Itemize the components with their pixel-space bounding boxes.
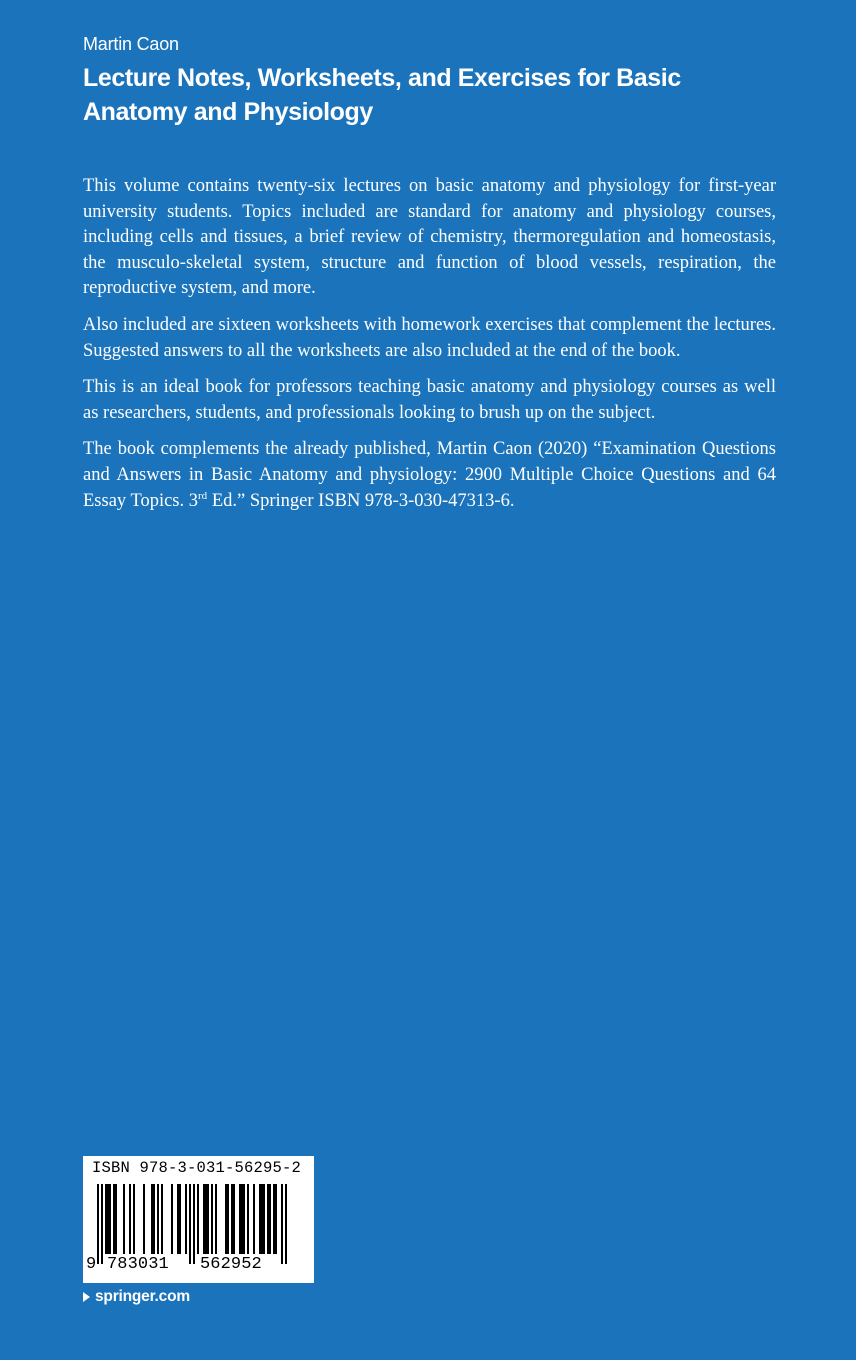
description-paragraph: This is an ideal book for professors teaching basic anatomy and physiology courses as well as researchers, students, and professionals looking to brush up on the subject. [83, 377, 776, 423]
barcode-bar [129, 1184, 131, 1254]
barcode-bar [151, 1184, 153, 1254]
barcode-bar [267, 1184, 269, 1254]
barcode-bar [107, 1184, 109, 1254]
barcode-bar [281, 1184, 283, 1264]
barcode-bar [153, 1184, 155, 1254]
barcode [97, 1184, 287, 1264]
description [83, 174, 776, 525]
barcode-bar [247, 1184, 249, 1254]
barcode-bar [143, 1184, 145, 1254]
barcode-bar [105, 1184, 107, 1254]
barcode-bar [275, 1184, 277, 1254]
author-name: Martin Caon [83, 34, 179, 54]
citation-text: The book complements the already published, Martin Caon (2020) “Examination Questions and Answers in Basic Anatomy and physiology: 2900 Multiple Choice Questions and 64 Essay Topics. 3 [83, 439, 776, 511]
description-paragraph [83, 437, 776, 514]
barcode-box [83, 1156, 314, 1283]
barcode-bar [161, 1184, 163, 1254]
publisher-link[interactable] [83, 1288, 190, 1306]
barcode-bar [133, 1184, 135, 1254]
barcode-bar [233, 1184, 235, 1254]
barcode-bar [123, 1184, 125, 1254]
barcode-bar [215, 1184, 217, 1254]
triangle-right-icon [83, 1292, 90, 1302]
barcode-bar [115, 1184, 117, 1254]
barcode-bar [189, 1184, 191, 1264]
description-paragraph: Also included are sixteen worksheets with homework exercises that complement the lectures. Suggested answers to all the worksheets are also included at the end of the book. [83, 314, 776, 361]
barcode-bar [177, 1184, 179, 1254]
barcode-bar [273, 1184, 275, 1254]
barcode-bar [241, 1184, 243, 1254]
barcode-digits-left: 783031 [107, 1255, 169, 1274]
barcode-bar [179, 1184, 181, 1254]
description-paragraph: This volume contains twenty-six lectures on basic anatomy and physiology for first-year university students. Topics included are standard for anatomy and physiology courses, including cells and tissues, a brief review of chemistry, thermoregulation and homeostasis, the musculo-skeletal system, structure and function of blood vessels, respiration, the reproductive system, and more. [83, 176, 776, 299]
barcode-bar [101, 1184, 103, 1264]
barcode-bar [203, 1184, 205, 1254]
citation-text-end: Ed.” Springer ISBN 978-3-030-47313-6. [207, 490, 515, 511]
barcode-bar [185, 1184, 187, 1254]
barcode-bar [97, 1184, 99, 1264]
barcode-bar [207, 1184, 209, 1254]
barcode-bar [285, 1184, 287, 1264]
barcode-bar [253, 1184, 255, 1254]
barcode-bar [239, 1184, 241, 1254]
barcode-bar [157, 1184, 159, 1254]
barcode-bar [231, 1184, 233, 1254]
barcode-digits-right: 562952 [200, 1255, 262, 1274]
barcode-bar [193, 1184, 195, 1264]
barcode-digit-first: 9 [86, 1255, 97, 1274]
barcode-bar [205, 1184, 207, 1254]
barcode-bar [269, 1184, 271, 1254]
barcode-bar [211, 1184, 213, 1254]
isbn-label: ISBN 978-3-031-56295-2 [92, 1159, 302, 1177]
barcode-bar [227, 1184, 229, 1254]
barcode-bar [261, 1184, 263, 1254]
barcode-bar [109, 1184, 111, 1254]
barcode-bar [197, 1184, 199, 1254]
publisher-url: springer.com [95, 1288, 190, 1305]
barcode-bar [113, 1184, 115, 1254]
barcode-bar [243, 1184, 245, 1254]
barcode-bar [259, 1184, 261, 1254]
barcode-bar [263, 1184, 265, 1254]
edition-superscript: rd [198, 489, 208, 502]
barcode-bar [225, 1184, 227, 1254]
book-title: Lecture Notes, Worksheets, and Exercises for Basic Anatomy and Physiology [83, 64, 681, 126]
barcode-bar [171, 1184, 173, 1254]
